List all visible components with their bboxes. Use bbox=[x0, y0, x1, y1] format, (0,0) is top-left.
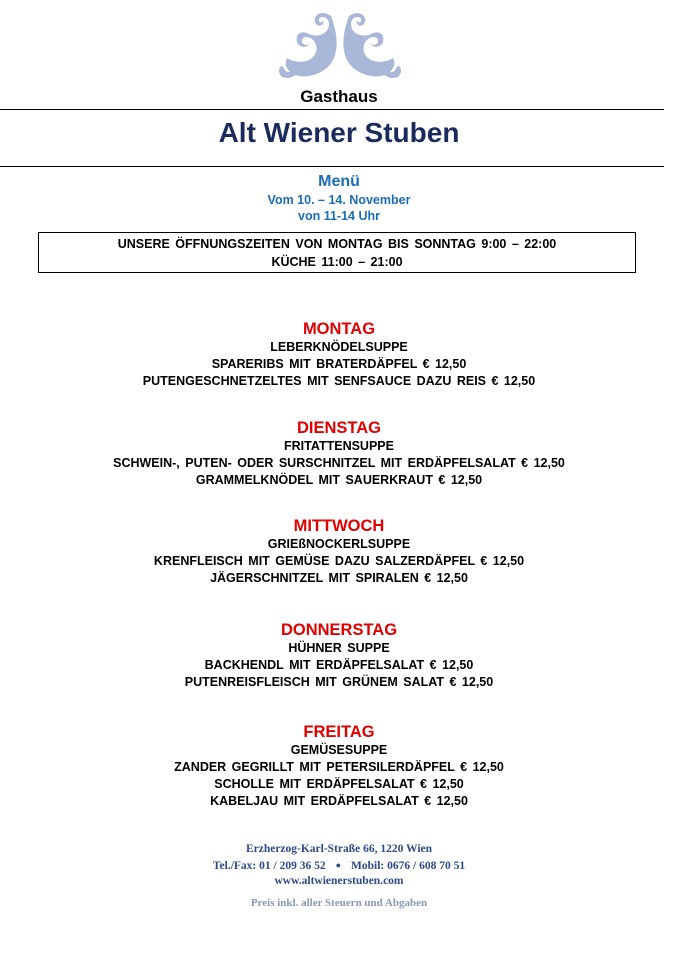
price-note: Preis inkl. aller Steuern und Abgaben bbox=[250, 896, 428, 909]
phone-line bbox=[0, 858, 678, 875]
dish-item: PUTENREISFLEISCH MIT GRÜNEM SALAT € 12,50 bbox=[184, 675, 494, 689]
website-link[interactable]: www.altwienerstuben.com bbox=[274, 875, 404, 887]
day-name: DONNERSTAG bbox=[280, 621, 398, 639]
contact-footer bbox=[0, 842, 678, 911]
dish-item: ZANDER GEGRILLT MIT PETERSILERDÄPFEL € 12,50 bbox=[174, 760, 504, 774]
menu-date-range: Vom 10. – 14. November bbox=[267, 193, 411, 207]
dish-item: PUTENGESCHNETZELTES MIT SENFSAUCE DAZU REIS € 12,50 bbox=[142, 374, 536, 388]
dish-item: SPARERIBS MIT BRATERDÄPFEL € 12,50 bbox=[211, 357, 467, 371]
top-divider bbox=[0, 109, 664, 110]
day-block-friday bbox=[0, 722, 678, 810]
day-name: MONTAG bbox=[302, 320, 376, 338]
dish-item: HÜHNER SUPPE bbox=[288, 641, 390, 655]
dish-item: GRAMMELKNÖDEL MIT SAUERKRAUT € 12,50 bbox=[195, 473, 483, 487]
day-name: FREITAG bbox=[303, 723, 375, 741]
opening-hours-line: UNSERE ÖFFNUNGSZEITEN VON MONTAG BIS SONNTAG 9:00 – 22:00 bbox=[117, 237, 557, 251]
dish-item: LEBERKNÖDELSUPPE bbox=[270, 340, 408, 354]
day-block-monday bbox=[0, 319, 678, 390]
bottom-divider bbox=[0, 166, 664, 167]
day-block-tuesday bbox=[0, 418, 678, 489]
dish-item: FRITATTENSUPPE bbox=[284, 439, 394, 453]
dish-item: KRENFLEISCH MIT GEMÜSE DAZU SALZERDÄPFEL € 12,50 bbox=[153, 554, 525, 568]
baroque-ornament-icon bbox=[273, 8, 407, 82]
dish-item: KABELJAU MIT ERDÄPFELSALAT € 12,50 bbox=[210, 794, 468, 808]
mobile-number: Mobil: 0676 / 608 70 51 bbox=[351, 859, 466, 872]
dish-item: GRIEßNOCKERLSUPPE bbox=[267, 537, 411, 551]
day-block-thursday bbox=[0, 620, 678, 691]
dish-item: GEMÜSESUPPE bbox=[290, 743, 388, 757]
day-block-wednesday bbox=[0, 516, 678, 587]
dish-item: BACKHENDL MIT ERDÄPFELSALAT € 12,50 bbox=[204, 658, 474, 672]
menu-heading: Menü bbox=[318, 173, 360, 190]
address: Erzherzog-Karl-Straße 66, 1220 Wien bbox=[245, 843, 433, 855]
dish-item: SCHOLLE MIT ERDÄPFELSALAT € 12,50 bbox=[214, 777, 464, 791]
bullet-icon: ● bbox=[335, 859, 342, 870]
restaurant-title: Alt Wiener Stuben bbox=[218, 117, 460, 148]
day-name: MITTWOCH bbox=[293, 517, 385, 535]
kitchen-hours-line: KÜCHE 11:00 – 21:00 bbox=[271, 255, 403, 269]
day-name: DIENSTAG bbox=[296, 419, 382, 437]
dish-item: SCHWEIN-, PUTEN- ODER SURSCHNITZEL MIT ERDÄPFELSALAT € 12,50 bbox=[113, 456, 565, 470]
subtitle: Gasthaus bbox=[300, 87, 378, 106]
menu-time-range: von 11-14 Uhr bbox=[298, 209, 380, 223]
menu-header bbox=[0, 172, 678, 224]
opening-hours-box bbox=[38, 232, 636, 273]
phone-number: Tel./Fax: 01 / 209 36 52 bbox=[212, 859, 326, 872]
dish-item: JÄGERSCHNITZEL MIT SPIRALEN € 12,50 bbox=[210, 571, 468, 585]
